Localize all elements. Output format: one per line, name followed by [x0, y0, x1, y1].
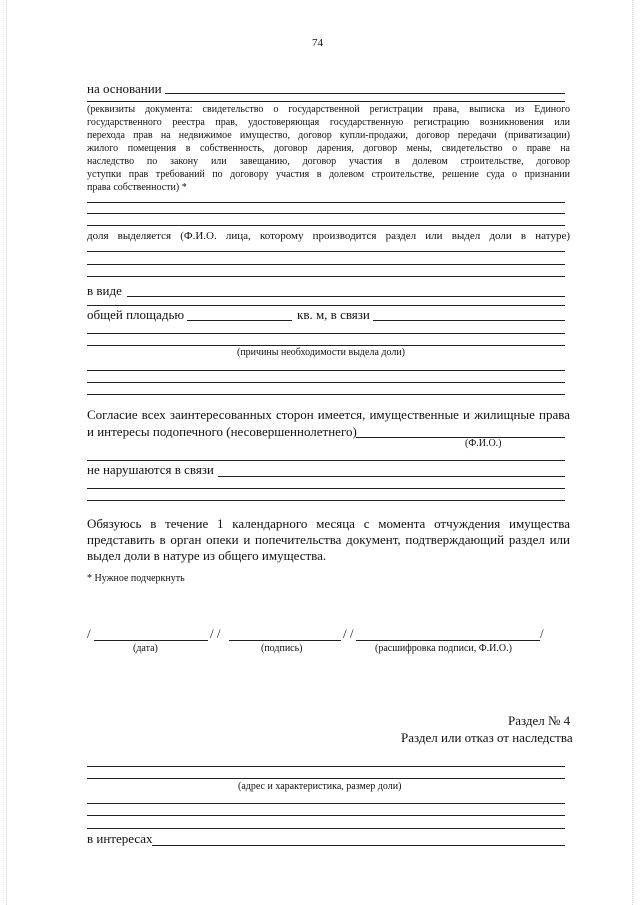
area-label: общей площадью	[87, 307, 185, 322]
signature-field[interactable]	[229, 640, 341, 641]
obligation-line-2: представить в орган опеки и попечительства документ, подтверждающий раздел или	[87, 532, 570, 547]
blank-line[interactable]	[87, 394, 565, 395]
blank-line[interactable]	[87, 251, 565, 252]
blank-line[interactable]	[87, 370, 565, 371]
blank-line[interactable]	[87, 345, 565, 346]
decoding-caption: (расшифровка подписи, Ф.И.О.)	[375, 643, 512, 654]
blank-line[interactable]	[87, 264, 565, 265]
fio-caption: (Ф.И.О.)	[465, 438, 502, 449]
basis-field-2[interactable]	[87, 101, 565, 102]
requisites-line-2: государственного реестра прав, удостоверяющая государственную регистрацию возникновения или	[87, 117, 570, 128]
signature-decoding-field[interactable]	[356, 640, 540, 641]
requisites-line-7: права собственности) *	[87, 182, 187, 193]
footnote: * Нужное подчеркнуть	[87, 573, 185, 584]
blank-line[interactable]	[87, 202, 565, 203]
signature-slash-close: /	[540, 626, 544, 641]
requisites-line-6: уступки прав требований по договору участия в долевом строительстве, решение суда о признании	[87, 169, 570, 180]
consent-line-1: Согласие всех заинтересованных сторон имеется, имущественные и жилищные права	[87, 407, 570, 422]
consent-line-2: и интересы подопечного (несовершеннолетнего)	[87, 424, 357, 439]
obligation-line-1: Обязуюсь в течение 1 календарного месяца с момента отчуждения имущества	[87, 516, 570, 531]
blank-line[interactable]	[87, 778, 565, 779]
reasons-caption: (причины необходимости выдела доли)	[237, 347, 406, 358]
blank-line[interactable]	[87, 500, 565, 501]
not-violated-label: не нарушаются в связи	[87, 462, 214, 477]
signature-slash-pair: / /	[210, 626, 221, 641]
blank-line[interactable]	[87, 225, 565, 226]
interests-field[interactable]	[152, 845, 565, 846]
form-label: в виде	[87, 283, 122, 298]
area-field[interactable]	[187, 320, 292, 321]
obligation-line-3: выдел доли в натуре из общего имущества.	[87, 548, 327, 563]
area-unit-label: кв. м, в связи	[297, 307, 370, 322]
section-title: Раздел или отказ от наследства	[401, 730, 573, 745]
blank-line[interactable]	[87, 766, 565, 767]
reason-field[interactable]	[373, 320, 565, 321]
blank-line[interactable]	[87, 828, 565, 829]
requisites-line-4: жилого помещения в собственность, договор дарения, договор мены, свидетельство о праве на	[87, 143, 570, 154]
page-number: 74	[312, 37, 323, 49]
requisites-line-1: (реквизиты документа: свидетельство о государственной регистрации права, выписка из Единого	[87, 104, 570, 115]
blank-line[interactable]	[87, 382, 565, 383]
blank-line[interactable]	[87, 276, 565, 277]
blank-line[interactable]	[87, 815, 565, 816]
requisites-line-5: наследство по закону или завещанию, договор участия в долевом строительстве, договор	[87, 156, 570, 167]
form-field[interactable]	[127, 296, 565, 297]
blank-line[interactable]	[87, 305, 565, 306]
scan-edge-left	[6, 0, 7, 905]
date-field[interactable]	[94, 640, 208, 641]
basis-label: на основании	[87, 81, 162, 96]
ward-fio-field[interactable]	[356, 437, 565, 438]
signature-slash-pair-2: / /	[343, 626, 354, 641]
interests-label: в интересах	[87, 831, 153, 846]
blank-line[interactable]	[87, 333, 565, 334]
blank-line[interactable]	[87, 460, 565, 461]
not-violated-field[interactable]	[218, 476, 565, 477]
signature-slash-open: /	[87, 626, 91, 641]
scan-edge-right	[632, 0, 633, 905]
requisites-line-3: перехода прав на недвижимое имущество, договор купли-продажи, договор передачи (приватизации)	[87, 130, 570, 141]
signature-caption: (подпись)	[261, 643, 303, 654]
blank-line[interactable]	[87, 213, 565, 214]
date-caption: (дата)	[133, 643, 158, 654]
section-number: Раздел № 4	[508, 713, 571, 728]
address-caption: (адрес и характеристика, размер доли)	[238, 781, 402, 792]
share-allocated-label: доля выделяется (Ф.И.О. лица, которому производится раздел или выдел доли в натуре)	[87, 230, 570, 242]
blank-line[interactable]	[87, 803, 565, 804]
basis-field[interactable]	[165, 93, 565, 94]
blank-line[interactable]	[87, 488, 565, 489]
